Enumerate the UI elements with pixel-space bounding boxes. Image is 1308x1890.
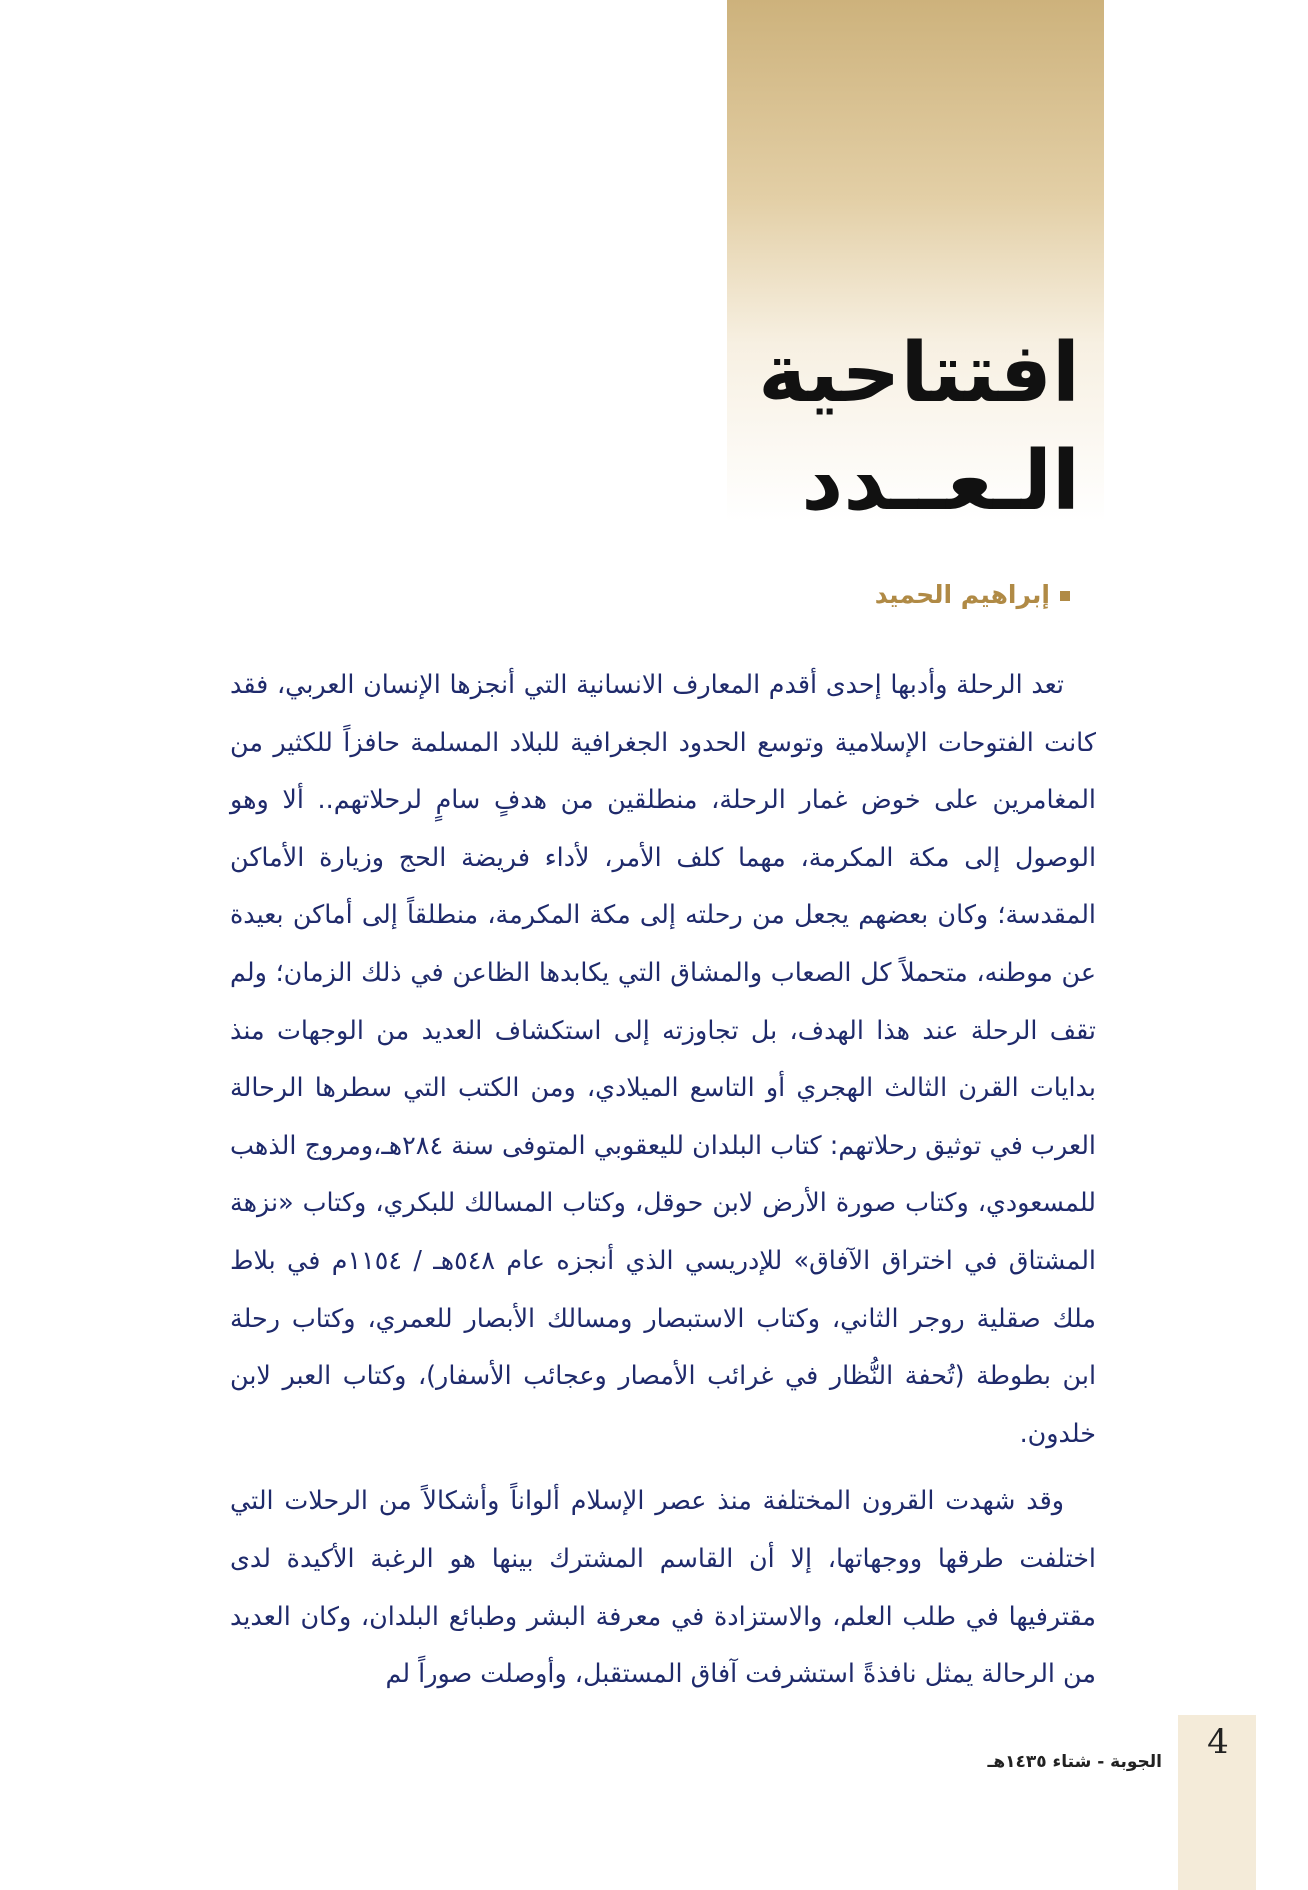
paragraph: تعد الرحلة وأدبها إحدى أقدم المعارف الانسانية التي أنجزها الإنسان العربي، فقد كانت الفتوحات الإسلامية وتوسع الحدود الجغرافية للبلاد المسلمة حافزاً للكثير من المغامرين على خوض غمار الرحلة، منطلقين من هدفٍ سامٍ لرحلاتهم.. ألا وهو الوصول إلى مكة المكرمة، مهما كلف الأمر، لأداء فريضة الحج وزيارة الأماكن المقدسة؛ وكان بعضهم يجعل من رحلته إلى مكة المكرمة، منطلقاً إلى أماكن بعيدة عن موطنه، متحملاً كل الصعاب والمشاق التي يكابدها الظاعن في ذلك الزمان؛ ولم تقف الرحلة عند هذا الهدف، بل تجاوزته إلى استكشاف العديد من الوجهات منذ بدايات القرن الثالث الهجري أو التاسع الميلادي، ومن الكتب التي سطرها الرحالة العرب في توثيق رحلاتهم: كتاب البلدان لليعقوبي المتوفى سنة ٢٨٤هـ،ومروج الذهب للمسعودي، وكتاب صورة الأرض لابن حوقل، وكتاب المسالك للبكري، وكتاب «نزهة المشتاق في اختراق الآفاق» للإدريسي الذي أنجزه عام ٥٤٨هـ / ١١٥٤م في بلاط ملك صقلية روجر الثاني، وكتاب الاستبصار ومسالك الأبصار للعمري، وكتاب رحلة ابن بطوطة (تُحفة النُّظار في غرائب الأمصار وعجائب الأسفار)، وكتاب العبر لابن خلدون. — [230, 669, 1096, 1448]
author-name: إبراهيم الحميد — [874, 580, 1050, 609]
page-title — [740, 320, 1080, 536]
page-number: 4 — [1207, 1722, 1229, 1762]
title-line-1: افتتاحية — [758, 326, 1080, 421]
issue-info: الجوبة - شتاء ١٤٣٥هـ — [987, 1752, 1162, 1772]
article-body — [230, 656, 1096, 1703]
square-bullet-icon — [1060, 591, 1070, 601]
author-byline — [230, 578, 1070, 612]
paragraph: وقد شهدت القرون المختلفة منذ عصر الإسلام ألواناً وأشكالاً من الرحلات التي اختلفت طرقها ووجهاتها، إلا أن القاسم المشترك بينها هو الرغبة الأكيدة لدى مقترفيها في طلب العلم، والاستزادة في معرفة البشر وطبائع البلدان، وكان العديد من الرحالة يمثل نافذةً استشرفت آفاق المستقبل، وأوصلت صوراً لم — [230, 1485, 1096, 1689]
title-line-2: الـعــدد — [801, 434, 1080, 529]
